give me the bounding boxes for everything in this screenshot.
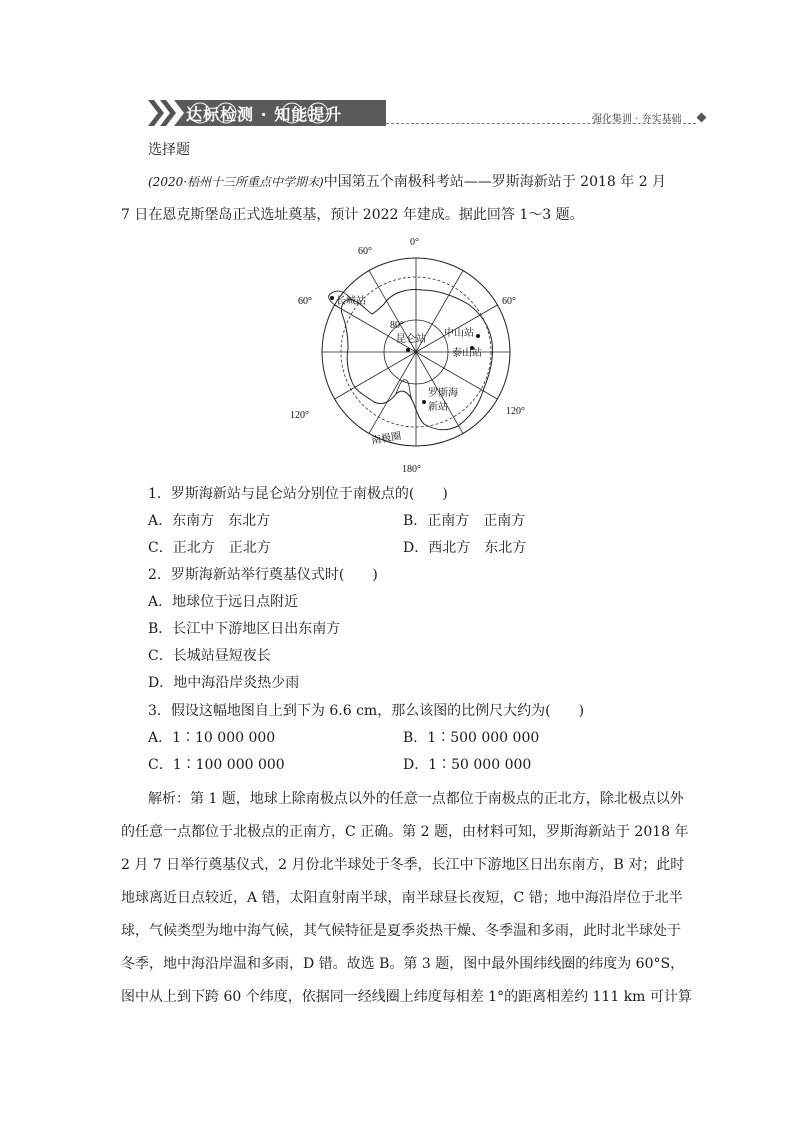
label-0: 0°: [410, 237, 419, 248]
station-zhongshan: 中山站: [444, 328, 474, 339]
station-kunlun: 昆仑站: [396, 334, 426, 345]
diamond-icon: [697, 113, 707, 123]
analysis-line-7: 图中从上到下跨 60 个纬度，依据同一经线圈上纬度每相差 1°的距离相差约 111 km 可计算: [121, 989, 692, 1005]
question-3-option-c: C．1∶100 000 000: [148, 757, 285, 773]
question-1-stem: 1．罗斯海新站与昆仑站分别位于南极点的( ): [148, 486, 448, 502]
question-1-option-a: A．东南方 东北方: [148, 513, 271, 529]
section-title: 选择题: [148, 142, 190, 158]
analysis-line-6: 冬季，地中海沿岸温和多雨，D 错。故选 B。第 3 题，图中最外围纬线圈的纬度为 60°S，: [121, 956, 685, 972]
question-1-option-c: C．正北方 正北方: [148, 540, 271, 556]
question-2-option-b: B．长江中下游地区日出东南方: [148, 621, 341, 637]
question-3-stem: 3．假设这幅地图自上到下为 6.6 cm，那么该图的比例尺大约为( ): [148, 703, 585, 719]
label-60-top: 60°: [358, 246, 372, 257]
analysis-line-5: 球，气候类型为地中海气候，其气候特征是夏季炎热干燥、冬季温和多雨，此时北半球处于: [121, 923, 681, 939]
question-2-stem: 2．罗斯海新站举行奠基仪式时( ): [148, 567, 378, 583]
label-120-right: 120°: [506, 406, 525, 417]
label-60-right: 60°: [502, 296, 516, 307]
station-changcheng: 长城站: [336, 296, 366, 307]
intro-text-1: 中国第五个南极科考站——罗斯海新站于 2018 年 2 月: [323, 174, 667, 190]
intro-line-1: [148, 172, 666, 192]
question-3-option-b: B．1∶500 000 000: [403, 730, 540, 746]
label-60-left: 60°: [298, 296, 312, 307]
antarctic-circle-label: 南极圈: [370, 430, 403, 447]
label-180: 180°: [402, 464, 421, 475]
intro-line-2: 7 日在恩克斯堡岛正式选址奠基，预计 2022 年建成。据此回答 1～3 题。: [121, 207, 584, 223]
question-2-option-c: C．长城站昼短夜长: [148, 648, 271, 664]
label-120-left: 120°: [290, 410, 309, 421]
banner-title: 达标检测 · 知能提升: [186, 105, 343, 124]
station-taishan: 泰山站: [452, 348, 482, 359]
question-3-option-d: D．1∶50 000 000: [403, 757, 532, 773]
question-2-option-a: A．地球位于远日点附近: [148, 594, 299, 610]
question-1-option-d: D．西北方 东北方: [403, 540, 527, 556]
question-source: (2020·梧州十三所重点中学期末): [148, 175, 324, 189]
station-luosihai-1: 罗斯海: [428, 388, 458, 399]
analysis-line-3: 2 月 7 日举行奠基仪式，2 月份北半球处于冬季，长江中下游地区日出东南方，B 对；此时: [121, 857, 685, 873]
analysis-line-4: 地球离近日点较近，A 错，太阳直射南半球，南半球昼长夜短，C 错；地中海沿岸位于北半: [121, 890, 683, 906]
question-3-option-a: A．1∶10 000 000: [148, 730, 276, 746]
question-2-option-d: D．地中海沿岸炎热少雨: [148, 675, 300, 691]
analysis-line-1: 解析：第 1 题，地球上除南极点以外的任意一点都位于南极点的正北方，除北极点以外: [148, 791, 684, 807]
label-80: 80°: [390, 320, 404, 331]
station-luosihai-2: 新站: [428, 402, 448, 413]
header-right-label: 强化集训 · 夯实基础: [592, 114, 682, 125]
question-1-option-b: B．正南方 正南方: [403, 513, 526, 529]
analysis-line-2: 的任意一点都位于北极点的正南方，C 正确。第 2 题，由材料可知，罗斯海新站于 2018 年: [121, 824, 689, 840]
antarctica-map: [290, 232, 536, 475]
